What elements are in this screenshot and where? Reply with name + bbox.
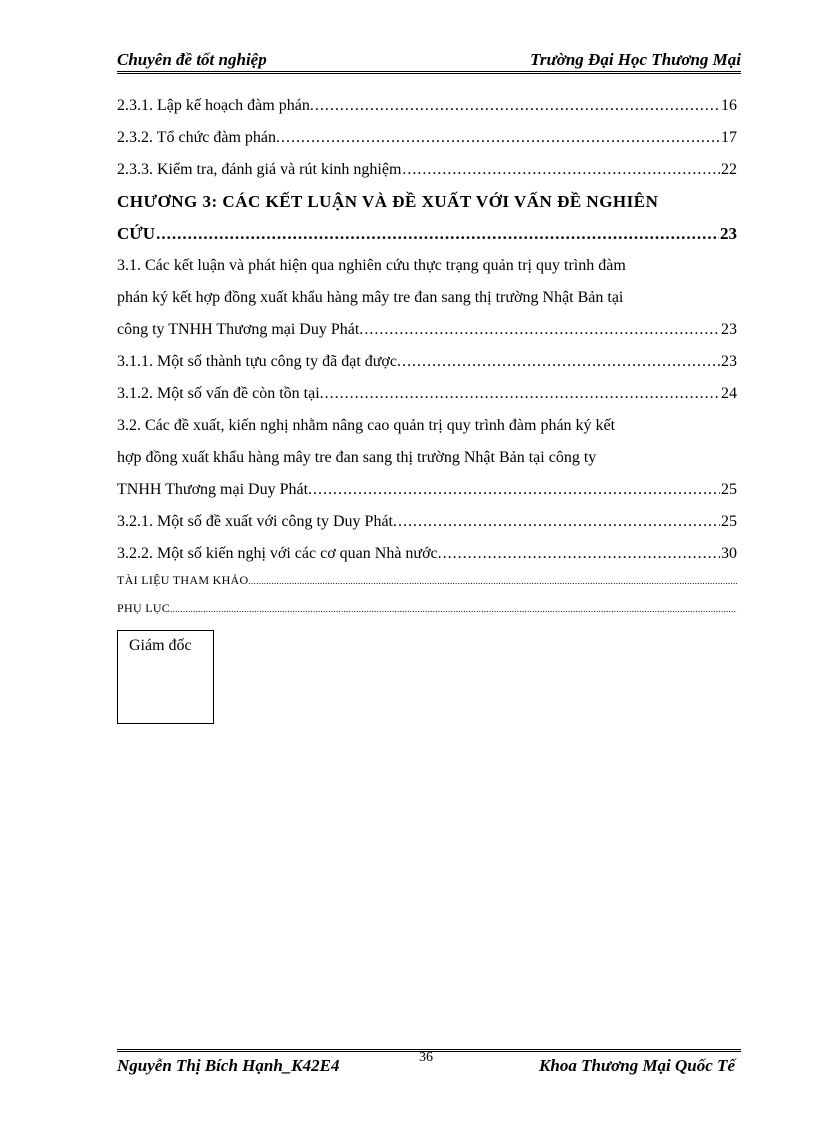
toc-entry-page: 24	[721, 385, 737, 402]
toc-entry-3-2-end	[117, 474, 737, 506]
toc-entry-label: 2.3.2. Tổ chức đàm phán.	[117, 129, 281, 146]
toc-entry-label: 2.3.3. Kiểm tra, đánh giá và rút kinh nghiệm	[117, 161, 402, 178]
toc-leader	[313, 474, 720, 506]
toc-entry-label: công ty TNHH Thương mại Duy Phát.	[117, 321, 364, 338]
toc-entry-page: 30	[721, 545, 737, 562]
toc-entry-3-1-line1: 3.1. Các kết luận và phát hiện qua nghiên cứu thực trạng quản trị quy trình đàm	[117, 257, 626, 274]
toc-entry-2-3-3	[117, 154, 737, 186]
toc-leader	[315, 90, 720, 122]
toc-entry-page: 22	[721, 161, 737, 178]
toc-entry-label: 3.2.2. Một số kiến nghị với các cơ quan Nhà nước.	[117, 545, 442, 562]
toc-entry-page: 25	[721, 513, 737, 530]
toc-entry-page: 25	[721, 481, 737, 498]
page-footer	[117, 1050, 741, 1078]
footer-author: Nguyễn Thị Bích Hạnh_K42E4	[117, 1056, 340, 1075]
toc-entry-label: CỨU	[117, 224, 156, 243]
toc-leader	[402, 346, 720, 378]
toc-entry-label: 3.1.1. Một số thành tựu công ty đã đạt được.	[117, 353, 401, 370]
toc-entry-2-3-2	[117, 122, 737, 154]
toc-entry-page: 16	[721, 97, 737, 114]
header-divider	[117, 71, 741, 74]
director-label: Giám đốc	[129, 637, 192, 654]
toc-entry-label: TÀI LIỆU THAM KHẢO	[117, 573, 249, 587]
toc-chapter-3-end	[117, 218, 737, 250]
toc-leader	[325, 378, 720, 410]
toc-entry-3-1-2	[117, 378, 737, 410]
toc-leader	[443, 538, 720, 570]
header-university: Trường Đại Học Thương Mại	[530, 50, 741, 69]
toc-leader	[156, 218, 719, 250]
toc-entry-3-2-line1: 3.2. Các đề xuất, kiến nghị nhằm nâng cao quản trị quy trình đàm phán ký kết	[117, 417, 616, 434]
footer-faculty: Khoa Thương Mại Quốc Tế	[539, 1056, 735, 1075]
toc-chapter-3-title: CHƯƠNG 3: CÁC KẾT LUẬN VÀ ĐỀ XUẤT VỚI VẤN ĐỀ NGHIÊN	[117, 192, 659, 211]
toc-leader	[170, 599, 737, 619]
header-thesis-title: Chuyên đề tốt nghiệp	[117, 50, 267, 69]
toc-entry-page: 23	[721, 321, 737, 338]
toc-entry-page: 23	[720, 224, 737, 243]
toc-entry-3-1-line2: phán ký kết hợp đồng xuất khẩu hàng mây tre đan sang thị trường Nhật Bản tại	[117, 289, 624, 306]
toc-entry-3-2-1	[117, 506, 737, 538]
toc-entry-page: 17	[721, 129, 737, 146]
toc-entry-references	[117, 570, 737, 598]
toc-entry-label: 3.2.1. Một số đề xuất với công ty Duy Phát.	[117, 513, 397, 530]
toc-entry-appendix	[117, 598, 737, 626]
toc-entry-page: 23	[721, 353, 737, 370]
table-of-contents	[117, 90, 737, 626]
toc-leader	[281, 122, 720, 154]
toc-entry-2-3-1	[117, 90, 737, 122]
toc-leader	[398, 506, 720, 538]
toc-entry-label: PHỤ LỤC	[117, 601, 171, 615]
toc-entry-label: 2.3.1. Lập kế hoạch đàm phán.	[117, 97, 314, 114]
page-number: 36	[419, 1050, 433, 1065]
toc-leader	[364, 314, 720, 346]
page-header	[117, 50, 741, 72]
toc-entry-3-2-line2: hợp đồng xuất khẩu hàng mây tre đan sang thị trường Nhật Bản tại công ty	[117, 449, 597, 466]
toc-entry-label: 3.1.2. Một số vấn đề còn tồn tại.	[117, 385, 324, 402]
toc-entry-label: TNHH Thương mại Duy Phát.	[117, 481, 313, 498]
toc-entry-3-1-1	[117, 346, 737, 378]
toc-leader	[249, 571, 738, 591]
toc-entry-3-1-end	[117, 314, 737, 346]
director-box	[117, 630, 214, 724]
toc-leader	[402, 154, 720, 186]
toc-entry-3-2-2	[117, 538, 737, 570]
